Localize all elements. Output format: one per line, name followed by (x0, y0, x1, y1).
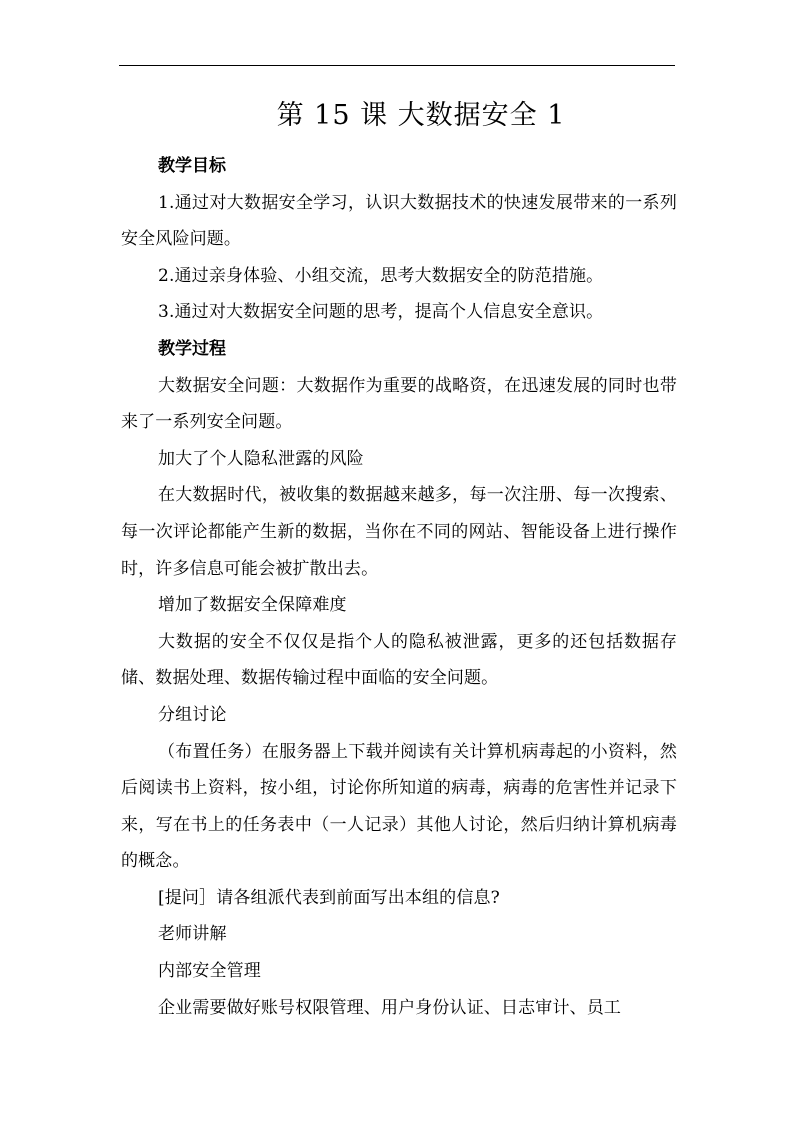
subheading-internal-security: 内部安全管理 (158, 961, 261, 982)
lesson-title: 第 15 课 大数据安全 1 (276, 100, 566, 131)
section-heading-process: 教学过程 (158, 338, 226, 359)
document-body (121, 148, 677, 1026)
subheading-privacy-risk: 加大了个人隐私泄露的风险 (158, 448, 364, 469)
objective-3: 3.通过对大数据安全问题的思考，提高个人信息安全意识。 (158, 302, 604, 323)
subheading-teacher-explains: 老师讲解 (158, 924, 227, 945)
paragraph-security-difficulty: 大数据的安全不仅仅是指个人的隐私被泄露，更多的还包括数据存储、数据处理、数据传输过程中面临的安全问题。 (121, 631, 677, 689)
objective-2: 2.通过亲身体验、小组交流，思考大数据安全的防范措施。 (158, 265, 604, 286)
header-rule (119, 65, 675, 66)
paragraph-internal-security: 企业需要做好账号权限管理、用户身份认证、日志审计、员工 (158, 997, 622, 1018)
paragraph-question: [提问］请各组派代表到前面写出本组的信息? (158, 887, 500, 908)
subheading-security-difficulty: 增加了数据安全保障难度 (158, 595, 347, 616)
objective-1: 1.通过对大数据安全学习，认识大数据技术的快速发展带来的一系列安全风险问题。 (121, 192, 677, 250)
paragraph-task: （布置任务）在服务器上下载并阅读有关计算机病毒起的小资料，然后阅读书上资料，按小组，讨论你所知道的病毒，病毒的危害性并记录下来，写在书上的任务表中（一人记录）其他人讨论，然后归纳计算机病毒的概念。 (121, 741, 677, 872)
paragraph-privacy: 在大数据时代，被收集的数据越来越多，每一次注册、每一次搜索、每一次评论都能产生新的数据，当你在不同的网站、智能设备上进行操作时，许多信息可能会被扩散出去。 (121, 485, 677, 579)
section-heading-objectives: 教学目标 (158, 156, 226, 176)
paragraph-security-issues: 大数据安全问题：大数据作为重要的战略资，在迅速发展的同时也带来了一系列安全问题。 (121, 375, 677, 433)
subheading-group-discussion: 分组讨论 (158, 704, 227, 725)
